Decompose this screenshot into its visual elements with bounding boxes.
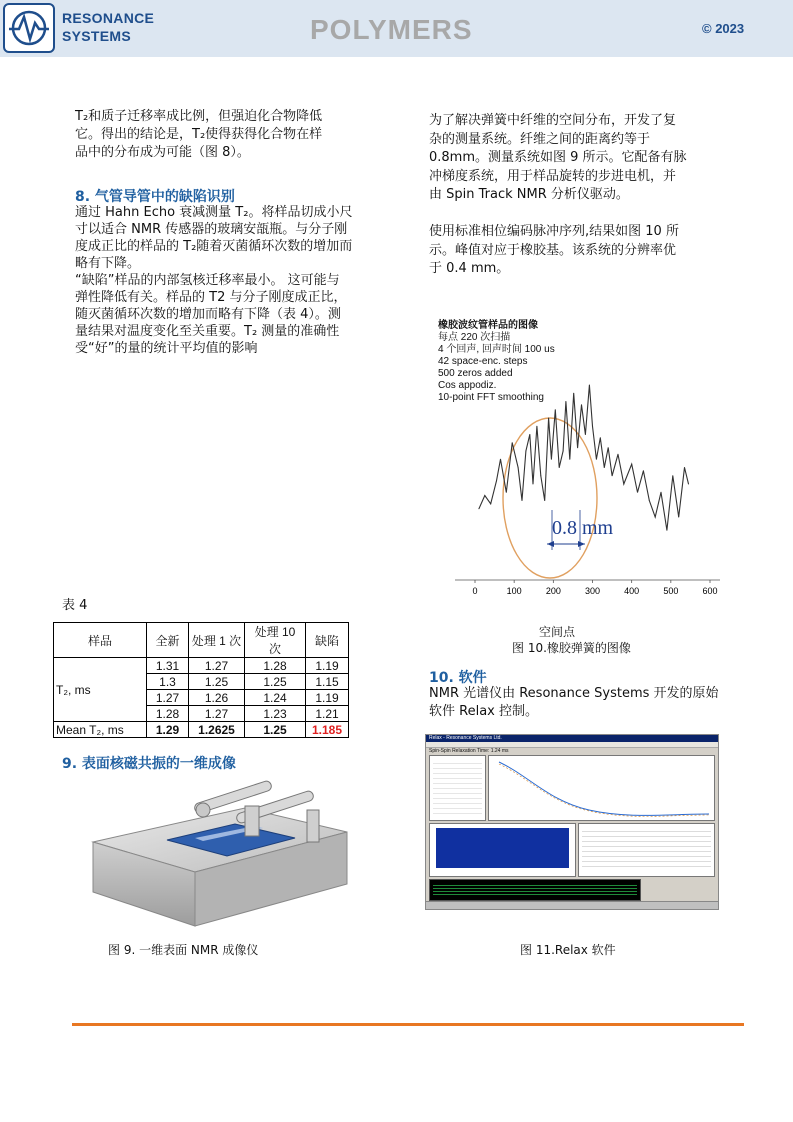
table-header-cell: 全新	[147, 623, 189, 658]
right-line: 杂的测量系统。纤维之间的距离约等于	[429, 131, 651, 147]
section10-body	[429, 685, 749, 721]
table-cell: 1.26	[189, 690, 245, 706]
chart-annotation: 500 zeros added	[438, 368, 513, 379]
table-header-cell: 样品	[54, 623, 147, 658]
x-tick-label: 600	[702, 586, 718, 596]
data-point	[496, 480, 497, 481]
right-paragraph-1	[429, 112, 739, 205]
intro-line: 品中的分布成为可能（图 8）。	[75, 145, 250, 160]
table-mean-row	[54, 722, 349, 738]
copyright: © 2023	[702, 21, 745, 36]
right-paragraph-2	[429, 223, 739, 279]
table-cell: 1.31	[147, 658, 189, 674]
section8-line: 通过 Hahn Echo 衰减测量 T₂。将样品切成小尺	[75, 205, 353, 220]
right-line: 冲梯度系统，用于样品旋转的步进电机，并	[429, 168, 677, 184]
software-params-panel	[578, 823, 715, 877]
section8-line: “缺陷”样品的内部氢核迁移率最小。 这可能与	[75, 273, 340, 288]
table-cell: 1.25	[245, 674, 306, 690]
data-point	[522, 500, 523, 501]
fig10-caption: 图 10.橡胶弹簧的图像	[512, 641, 631, 655]
data-point	[544, 500, 545, 501]
section8-title: 8. 气管导管中的缺陷识别	[75, 189, 235, 205]
x-tick-label: 500	[663, 586, 679, 596]
data-point	[512, 442, 513, 443]
data-point	[569, 459, 570, 460]
table-cell: 1.27	[189, 658, 245, 674]
table-row	[54, 658, 349, 674]
section8-line: 寸以适合 NMR 传感器的玻璃安瓿瓶。与分子刚	[75, 222, 348, 237]
right-line: 使用标准相位编码脉冲序列,结果如图 10 所	[429, 224, 679, 239]
section10-title: 10. 软件	[429, 670, 487, 686]
data-point	[548, 418, 549, 419]
data-point	[672, 475, 673, 476]
data-point	[600, 437, 601, 438]
x-tick-label: 0	[472, 586, 478, 596]
table-cell: 1.23	[245, 706, 306, 722]
software-spectrum-plot	[429, 823, 576, 877]
chart-annotation: 4 个回声, 回声时间 100 us	[438, 344, 555, 355]
chart-annotation: 每点 220 次扫描	[438, 332, 511, 343]
table-cell: 1.27	[189, 706, 245, 722]
chart-annotation: 42 space-enc. steps	[438, 356, 528, 367]
logo	[3, 3, 55, 53]
chart-title: 橡胶波纹管样品的图像	[438, 320, 538, 331]
x-axis-label: 空间点	[539, 625, 576, 639]
data-point	[655, 517, 656, 518]
software-window-title: Relax - Resonance Systems Ltd.	[426, 735, 718, 742]
data-point	[484, 495, 485, 496]
right-line: 由 Spin Track NMR 分析仪驱动。	[429, 187, 629, 202]
data-point	[518, 467, 519, 468]
mean-cell-defect: 1.185	[306, 722, 349, 738]
section8-line: 随灭菌循环次数的增加而略有下降（表 4）。测	[75, 307, 341, 322]
software-data-list	[429, 755, 486, 821]
section8-line: 弹性降低有关。样品的 T2 与分子刚度成正比，	[75, 290, 347, 305]
row-label: T₂, ms	[54, 658, 147, 722]
data-point	[506, 492, 507, 493]
chart-annotation: Cos appodiz.	[438, 380, 497, 391]
marker-arrow-left	[547, 541, 554, 547]
data-point	[631, 464, 632, 465]
right-line: 于 0.4 mm。	[429, 261, 510, 276]
software-taskbar	[426, 901, 718, 910]
relax-software-screenshot	[425, 734, 719, 910]
data-point	[581, 404, 582, 405]
section8-body	[75, 204, 400, 357]
chart-annotation: 10-point FFT smoothing	[438, 392, 544, 403]
table-cell: 1.19	[306, 690, 349, 706]
data-point	[577, 447, 578, 448]
section8-line: 量结果对温度变化至关重要。T₂ 测量的准确性	[75, 324, 340, 339]
section8-line: 受“好”的量的统计平均值的影响	[75, 341, 258, 356]
table-cell: 1.24	[245, 690, 306, 706]
data-point	[643, 470, 644, 471]
nmr-imager-image	[85, 780, 355, 930]
software-chart-title: Spin-Spin Relaxation Time: 1.24 ms	[429, 748, 509, 754]
software-log-console	[429, 879, 641, 901]
x-tick-label: 200	[545, 586, 561, 596]
data-point	[617, 454, 618, 455]
section9-title: 9. 表面核磁共振的一维成像	[62, 756, 236, 772]
data-point	[678, 517, 679, 518]
data-point	[559, 467, 560, 468]
data-point	[666, 530, 667, 531]
mean-cell: 1.25	[245, 722, 306, 738]
logo-wave-icon	[5, 5, 53, 51]
table-4-wrapper	[53, 622, 349, 738]
data-point	[555, 409, 556, 410]
right-line: 为了解决弹簧中纤维的空间分布，开发了复	[429, 113, 677, 128]
data-point	[688, 484, 689, 485]
right-line: 0.8mm。测量系统如图 9 所示。它配备有脉	[429, 150, 687, 165]
series-line	[479, 385, 689, 530]
data-point	[551, 459, 552, 460]
section10-line: NMR 光谱仪由 Resonance Systems 开发的原始	[429, 686, 719, 701]
table-cell: 1.27	[147, 690, 189, 706]
data-point	[529, 434, 530, 435]
data-point	[536, 426, 537, 427]
logo-text	[62, 9, 154, 45]
data-point	[592, 426, 593, 427]
section8-line: 略有下降。	[75, 256, 141, 271]
table-header-cell: 处理 1 次	[189, 623, 245, 658]
table-header-cell: 缺陷	[306, 623, 349, 658]
table-cell: 1.15	[306, 674, 349, 690]
data-point	[573, 393, 574, 394]
table-cell: 1.28	[147, 706, 189, 722]
table-cell: 1.28	[245, 658, 306, 674]
table-4	[53, 622, 349, 738]
data-point	[596, 459, 597, 460]
data-point	[604, 467, 605, 468]
data-point	[661, 492, 662, 493]
footer-rule	[72, 1023, 744, 1026]
x-tick-label: 100	[506, 586, 522, 596]
table-header-row	[54, 623, 349, 658]
data-point	[525, 451, 526, 452]
data-point	[532, 484, 533, 485]
table-cell: 1.21	[306, 706, 349, 722]
right-line: 示。峰值对应于橡胶基。该系统的分辨率优	[429, 242, 677, 258]
rubber-spring-chart	[430, 370, 730, 630]
data-point	[500, 459, 501, 460]
data-point	[589, 385, 590, 386]
brand-title: POLYMERS	[310, 14, 473, 45]
data-point	[637, 492, 638, 493]
x-tick-label: 400	[624, 586, 640, 596]
table-label: 表 4	[62, 598, 88, 613]
marker-label: 0.8 mm	[552, 517, 614, 539]
data-point	[540, 475, 541, 476]
intro-paragraph	[75, 108, 395, 162]
data-point	[684, 467, 685, 468]
data-point	[563, 451, 564, 452]
mean-cell: 1.29	[147, 722, 189, 738]
table-header-cell: 处理 10 次	[245, 623, 306, 658]
logo-line1: RESONANCE	[62, 10, 155, 26]
fig9-caption: 图 9. 一维表面 NMR 成像仪	[108, 943, 259, 957]
x-tick-label: 300	[584, 586, 601, 596]
data-point	[608, 447, 609, 448]
section8-line: 度成正比的样品的 T₂随着灭菌循环次数的增加而	[75, 239, 353, 254]
table-cell: 1.25	[189, 674, 245, 690]
intro-line: 它。得出的结论是，T₂使得获得化合物在样	[75, 127, 323, 142]
section10-line: 软件 Relax 控制。	[429, 704, 538, 719]
data-point	[478, 508, 479, 509]
data-point	[623, 484, 624, 485]
mean-cell: 1.2625	[189, 722, 245, 738]
data-point	[612, 475, 613, 476]
data-point	[565, 401, 566, 402]
mean-label: Mean T₂, ms	[54, 722, 147, 738]
software-decay-plot	[488, 755, 715, 821]
marker-arrow-right	[578, 541, 585, 547]
table-cell: 1.19	[306, 658, 349, 674]
data-point	[585, 434, 586, 435]
logo-line2: SYSTEMS	[62, 28, 132, 44]
data-point	[490, 503, 491, 504]
fig11-caption: 图 11.Relax 软件	[520, 943, 616, 957]
intro-line: T₂和质子迁移率成比例，但强迫化合物降低	[75, 109, 323, 124]
data-point	[649, 500, 650, 501]
table-cell: 1.3	[147, 674, 189, 690]
